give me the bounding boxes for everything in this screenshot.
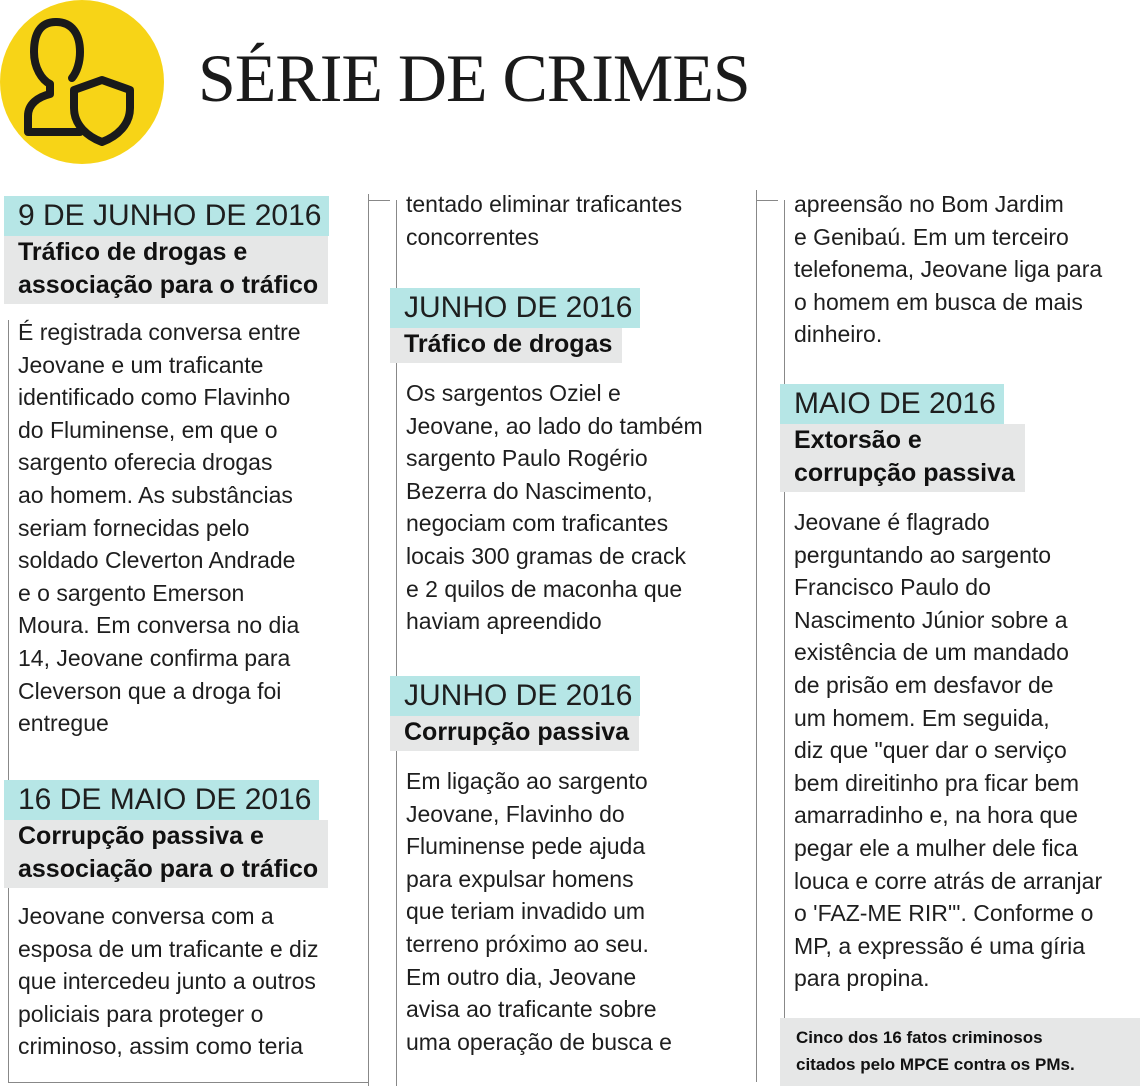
entry-text: É registrada conversa entre Jeovane e um traficante identificado como Flavinho do Fluminense, em que o sargento oferecia drogas ao homem. As substâncias seriam fornecidas pelo soldado Cleverton Andrade e o sargento Emerson Moura. Em conversa no dia 14, Jeovane confirma para Cleverson que a droga foi entregue: [18, 319, 301, 737]
entry-date: JUNHO DE 2016: [390, 676, 640, 716]
entry-crime: Tráfico de drogas e associação para o tráfico: [4, 236, 328, 304]
entry-junho-trafico: [368, 288, 760, 638]
entry-maio-extorsao: [756, 384, 1140, 995]
entry-date: JUNHO DE 2016: [390, 288, 640, 328]
column-rule: [8, 1082, 369, 1083]
entry-text: tentado eliminar traficantes concorrentes: [406, 191, 683, 250]
entry-date: 16 DE MAIO DE 2016: [4, 780, 319, 820]
logo-circle: [0, 0, 164, 164]
entry-crime: Tráfico de drogas: [390, 328, 622, 363]
entry-crime: Extorsão e corrupção passiva: [780, 424, 1025, 492]
entry-text: Em ligação ao sargento Jeovane, Flavinho do Fluminense pede ajuda para expulsar homens que teriam invadido um terreno próximo ao seu. Em outro dia, Jeovane avisa ao traficante sobre uma operação de busca e: [406, 768, 672, 1055]
column-1: [0, 190, 372, 1086]
entry-9-junho: [0, 196, 372, 740]
page-title: SÉRIE DE CRIMES: [198, 40, 750, 116]
entry-crime: Corrupção passiva e associação para o tráfico: [4, 820, 328, 888]
entry-text: Os sargentos Oziel e Jeovane, ao lado do também sargento Paulo Rogério Bezerra do Nascimento, negociam com traficantes locais 300 gramas de crack e 2 quilos de maconha que haviam apreendido: [406, 380, 703, 635]
entry-junho-corrupcao: [368, 676, 760, 1058]
entry-text: Jeovane conversa com a esposa de um traficante e diz que intercedeu junto a outros policiais para proteger o criminoso, assim como teria: [18, 903, 319, 1060]
entry-continuation: [756, 186, 1140, 351]
footnote: Cinco dos 16 fatos criminosos citados pelo MPCE contra os PMs.: [780, 1018, 1140, 1086]
entry-date: 9 DE JUNHO DE 2016: [4, 196, 329, 236]
entry-date: MAIO DE 2016: [780, 384, 1004, 424]
person-shield-icon: [0, 0, 164, 164]
entry-crime: Corrupção passiva: [390, 716, 639, 751]
entry-16-maio: [0, 780, 372, 1063]
column-3: [756, 186, 1140, 1086]
column-2: [368, 186, 760, 1086]
entry-continuation: [368, 186, 760, 253]
entry-text: Jeovane é flagrado perguntando ao sargento Francisco Paulo do Nascimento Júnior sobre a existência de um mandado de prisão em desfavor de um homem. Em seguida, diz que "quer dar o serviço bem direitinho pra ficar bem amarradinho e, na hora que pegar ele a mulher dele fica louca e corre atrás de arranjar o 'FAZ-ME RIR'". Conforme o MP, a expressão é uma gíria para propina.: [794, 509, 1103, 992]
entry-text: apreensão no Bom Jardim e Genibaú. Em um terceiro telefonema, Jeovane liga para o homem em busca de mais dinheiro.: [794, 191, 1103, 348]
